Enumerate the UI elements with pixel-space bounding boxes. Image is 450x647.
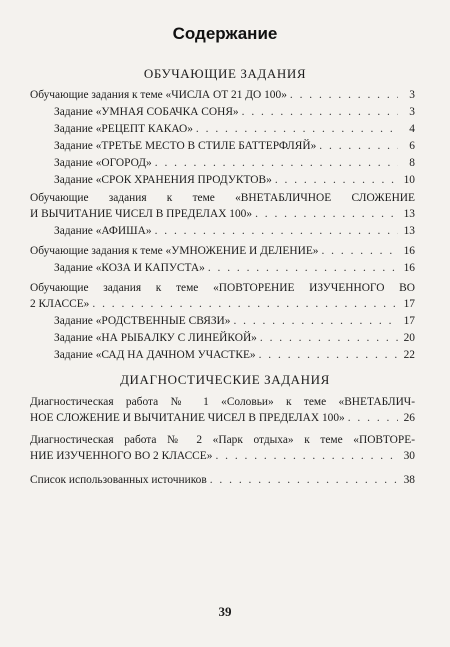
toc-page-ref: 16 — [403, 245, 415, 257]
toc-page-ref: 17 — [403, 298, 415, 310]
toc-entry-review-line1: Обучающие задания к теме «ПОВТОРЕНИЕ ИЗУЧЕННОГО ВО — [30, 282, 415, 294]
toc-entry-task-butterfly[interactable]: Задание «ТРЕТЬЕ МЕСТО В СТИЛЕ БАТТЕРФЛЯЙ» . . . 6 — [54, 138, 415, 154]
toc-entry-task-relatives[interactable]: Задание «РОДСТВЕННЫЕ СВЯЗИ» . . . 17 — [54, 313, 415, 329]
toc-page-ref: 13 — [403, 225, 415, 237]
toc-page-ref: 4 — [409, 123, 415, 135]
toc-entry-addition-subtraction[interactable]: И ВЫЧИТАНИЕ ЧИСЕЛ В ПРЕДЕЛАХ 100» . . . 13 — [30, 206, 415, 222]
toc-entry-addition-line1: Обучающие задания к теме «ВНЕТАБЛИЧНОЕ СЛОЖЕНИЕ — [30, 192, 415, 204]
toc-entry-task-goat-cabbage[interactable]: Задание «КОЗА И КАПУСТА» . . . 16 — [54, 260, 415, 276]
toc-page-ref: 6 — [409, 140, 415, 152]
section-heading-teaching: ОБУЧАЮЩИЕ ЗАДАНИЯ — [143, 66, 307, 81]
toc-entry-task-shelf-life[interactable]: Задание «СРОК ХРАНЕНИЯ ПРОДУКТОВ» . . . 10 — [54, 172, 415, 188]
toc-entry-task-sonya[interactable]: Задание «УМНАЯ СОБАЧКА СОНЯ» . . . 3 — [54, 104, 415, 120]
toc-page-ref: 30 — [403, 450, 415, 462]
toc-entry-task-cocoa[interactable]: Задание «РЕЦЕПТ КАКАО» . . . 4 — [54, 121, 415, 137]
toc-page-ref: 3 — [409, 89, 415, 101]
page-title: Содержание — [172, 24, 278, 43]
toc-page-ref: 17 — [403, 315, 415, 327]
page-number: 39 — [218, 604, 232, 619]
toc-entry-review-grade2[interactable]: 2 КЛАССЕ» . . . 17 — [30, 296, 415, 312]
toc-entry-references[interactable]: Список использованных источников . . . 38 — [30, 472, 415, 488]
toc-entry-task-poster[interactable]: Задание «АФИША» . . . 13 — [54, 223, 415, 239]
toc-entry-task-garden[interactable]: Задание «ОГОРОД» . . . 8 — [54, 155, 415, 171]
toc-page-ref: 8 — [409, 157, 415, 169]
toc-page-ref: 16 — [403, 262, 415, 274]
toc-entry-diag1[interactable]: НОЕ СЛОЖЕНИЕ И ВЫЧИТАНИЕ ЧИСЕЛ В ПРЕДЕЛАХ 100» . . . 26 — [30, 410, 415, 426]
toc-entry-task-fishing[interactable]: Задание «НА РЫБАЛКУ С ЛИНЕЙКОЙ» . . . 20 — [54, 330, 415, 346]
toc-page-ref: 10 — [403, 174, 415, 186]
toc-page-ref: 13 — [403, 208, 415, 220]
toc-entry-task-dacha-garden[interactable]: Задание «САД НА ДАЧНОМ УЧАСТКЕ» . . . 22 — [54, 347, 415, 363]
toc-entry-multiplication-division[interactable]: Обучающие задания к теме «УМНОЖЕНИЕ И ДЕЛЕНИЕ» . . . 16 — [30, 243, 415, 259]
toc-entry-diag2[interactable]: НИЕ ИЗУЧЕННОГО ВО 2 КЛАССЕ» . . . 30 — [30, 448, 415, 464]
toc-entry-diag1-line1: Диагностическая работа № 1 «Соловьи» к теме «ВНЕТАБЛИЧ- — [30, 396, 415, 408]
toc-entry-diag2-line1: Диагностическая работа № 2 «Парк отдыха» к теме «ПОВТОРЕ- — [30, 434, 415, 446]
toc-entry-numbers-21-100[interactable]: Обучающие задания к теме «ЧИСЛА ОТ 21 ДО 100» . . . 3 — [30, 87, 415, 103]
toc-page-ref: 38 — [403, 474, 415, 486]
toc-page-ref: 22 — [403, 349, 415, 361]
toc-page-ref: 3 — [409, 106, 415, 118]
toc-page-ref: 26 — [403, 412, 415, 424]
toc-page-ref: 20 — [403, 332, 415, 344]
section-heading-diagnostic: ДИАГНОСТИЧЕСКИЕ ЗАДАНИЯ — [120, 372, 330, 387]
